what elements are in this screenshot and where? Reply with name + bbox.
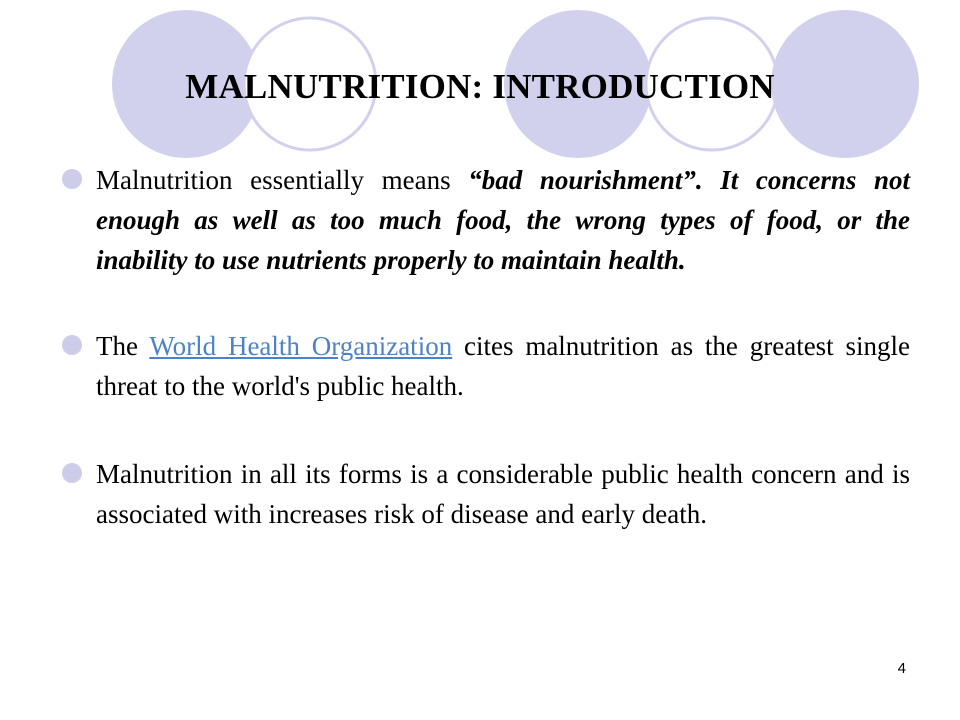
slide-title: MALNUTRITION: INTRODUCTION [185, 67, 775, 106]
bullet-dot-icon [62, 169, 82, 189]
bullet-1-plain: Malnutrition essentially means [96, 165, 469, 195]
bullet-2-before: The [96, 331, 150, 361]
bullet-2-after: cites malnutrition as the greatest single threat to the world's public health. [96, 331, 910, 401]
bullet-dot-icon [62, 463, 82, 483]
bullet-list [60, 160, 910, 534]
bullet-item-1 [60, 160, 910, 280]
bullet-dot-icon [62, 335, 82, 355]
who-link[interactable]: World Health Organization [149, 331, 453, 361]
bullet-item-2 [60, 326, 910, 406]
page-number: 4 [897, 660, 906, 677]
bullet-item-3 [60, 454, 910, 534]
bullet-3-text: Malnutrition in all its forms is a considerable public health concern and is associated with increases risk of disease and early death. [96, 459, 910, 529]
bullet-1-emphasis: “bad nourishment”. It concerns not enough as well as too much food, the wrong types of food, or the inability to use nutrients properly to maintain health. [96, 165, 910, 275]
